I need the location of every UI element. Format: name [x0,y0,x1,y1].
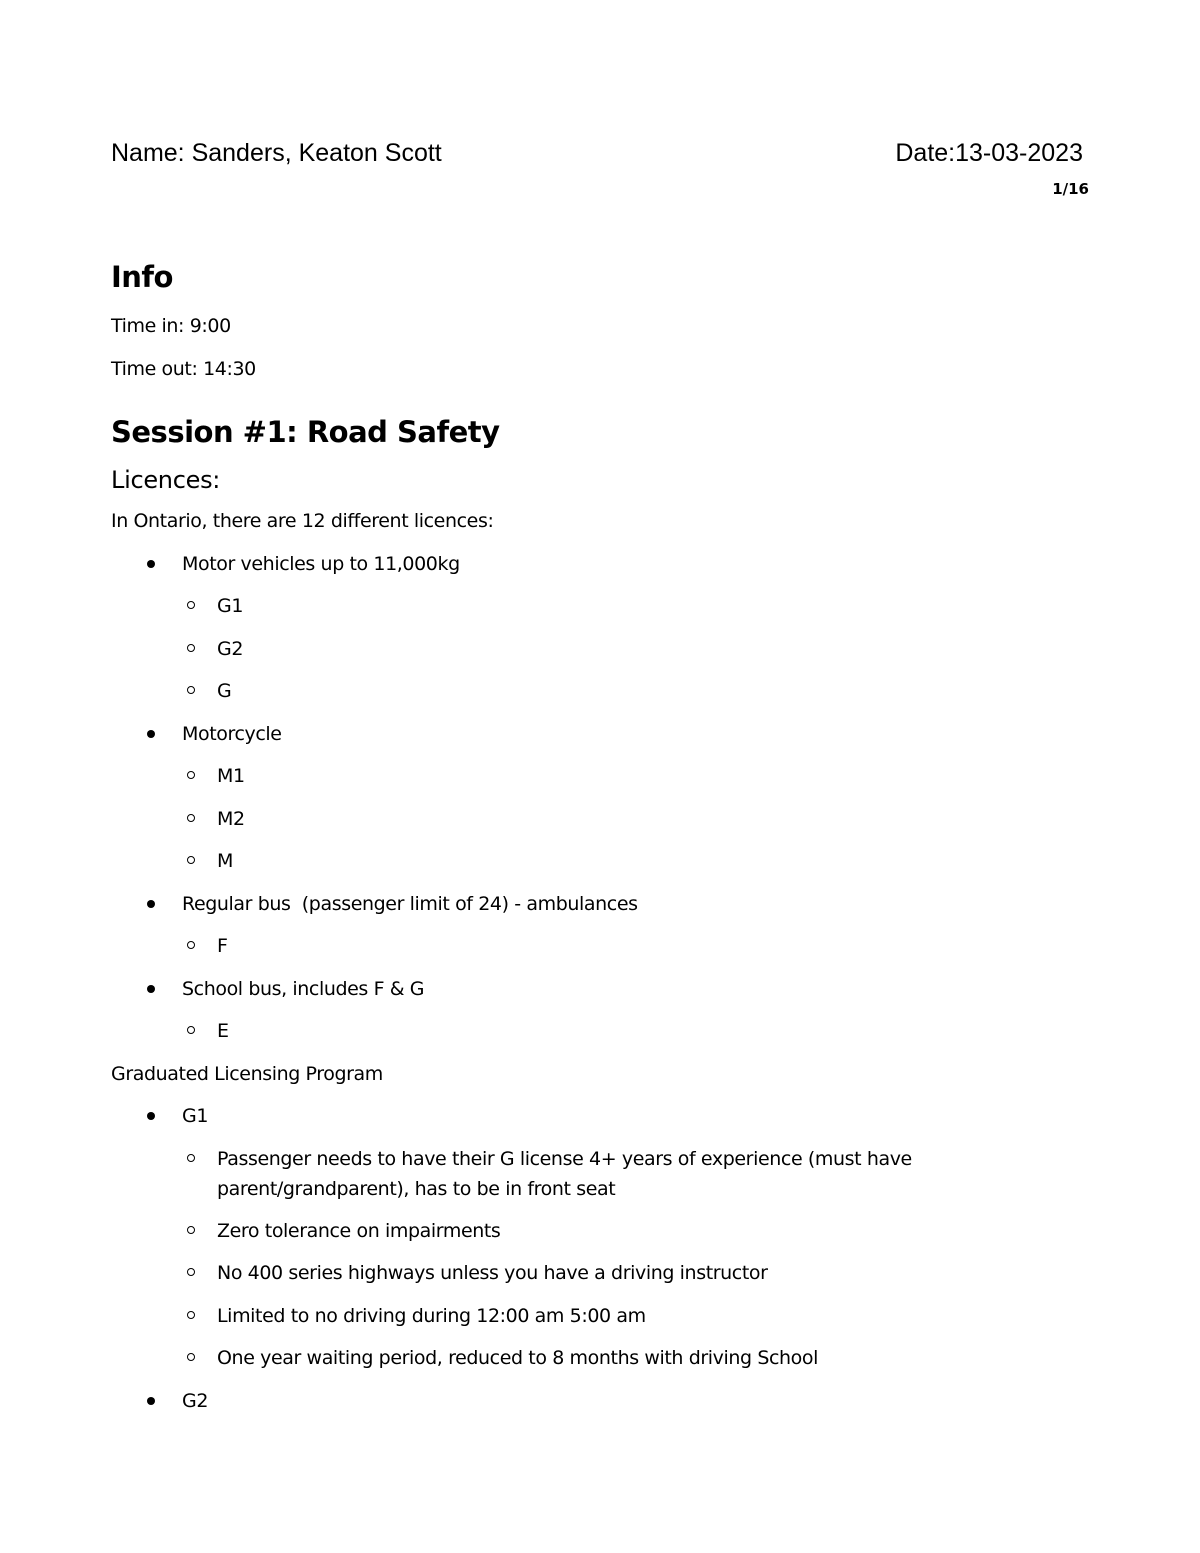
bullet-icon [147,560,155,568]
list-item-label: Regular bus (passenger limit of 24) - ambulances [182,892,638,915]
document-body [111,255,1091,1422]
program-list [111,1095,1091,1422]
list-item-label: M2 [217,807,245,830]
list-item [111,1337,1091,1380]
list-item-label: Zero tolerance on impairments [217,1219,501,1242]
list-item [111,755,1091,798]
list-item [111,925,1091,968]
bullet-icon [147,1397,155,1405]
document-header [111,136,1083,170]
list-item [111,1138,1091,1210]
circle-bullet-icon [187,644,195,652]
circle-bullet-icon [187,601,195,609]
list-item [111,1095,1091,1380]
list-item [111,713,1091,883]
list-item-label: Motorcycle [182,722,282,745]
page-number: 1/16 [1052,180,1089,198]
list-item-label: School bus, includes F & G [182,977,425,1000]
bullet-icon [147,985,155,993]
list-item [111,670,1091,713]
time-in: Time in: 9:00 [111,315,231,337]
bullet-icon [147,1112,155,1120]
list-item [111,883,1091,968]
licences-heading: Licences: [111,466,221,494]
list-item [111,628,1091,671]
licences-intro: In Ontario, there are 12 different licences: [111,510,494,532]
info-heading: Info [111,260,173,294]
circle-bullet-icon [187,1353,195,1361]
document-date: Date:13-03-2023 [895,139,1083,167]
list-item-label: G2 [217,637,244,660]
circle-bullet-icon [187,1311,195,1319]
circle-bullet-icon [187,1268,195,1276]
list-item [111,543,1091,713]
program-heading: Graduated Licensing Program [111,1062,383,1085]
circle-bullet-icon [187,856,195,864]
circle-bullet-icon [187,771,195,779]
list-item-label: One year waiting period, reduced to 8 months with driving School [217,1347,819,1369]
bullet-icon [147,900,155,908]
list-item [111,1380,1091,1423]
list-item [111,840,1091,883]
bullet-icon [147,730,155,738]
time-out: Time out: 14:30 [111,357,256,380]
list-item-label: E [217,1020,229,1042]
list-item-label: M [217,850,233,872]
list-item-label: G2 [182,1389,209,1412]
list-item-label: Passenger needs to have their G license 4+ years of experience (must have parent/grandparent), has to be in front seat [217,1147,912,1200]
list-item-label: G [217,680,232,702]
list-item [111,968,1091,1053]
list-item-label: F [217,935,228,957]
circle-bullet-icon [187,1026,195,1034]
list-item-label: Motor vehicles up to 11,000kg [182,552,460,575]
list-item [111,1010,1091,1053]
circle-bullet-icon [187,941,195,949]
circle-bullet-icon [187,686,195,694]
licence-list [111,543,1091,1053]
student-name: Name: Sanders, Keaton Scott [111,139,442,167]
session-heading: Session #1: Road Safety [111,415,500,449]
list-item [111,1210,1091,1253]
list-item-label: Limited to no driving during 12:00 am 5:00 am [217,1304,646,1327]
list-item-label: G1 [217,595,244,617]
list-item-label: M1 [217,765,245,787]
list-item-label: G1 [182,1105,209,1127]
list-item-label: No 400 series highways unless you have a driving instructor [217,1262,768,1284]
circle-bullet-icon [187,1226,195,1234]
circle-bullet-icon [187,1154,195,1162]
list-item [111,798,1091,841]
list-item [111,1295,1091,1338]
circle-bullet-icon [187,814,195,822]
list-item [111,1252,1091,1295]
list-item [111,585,1091,628]
